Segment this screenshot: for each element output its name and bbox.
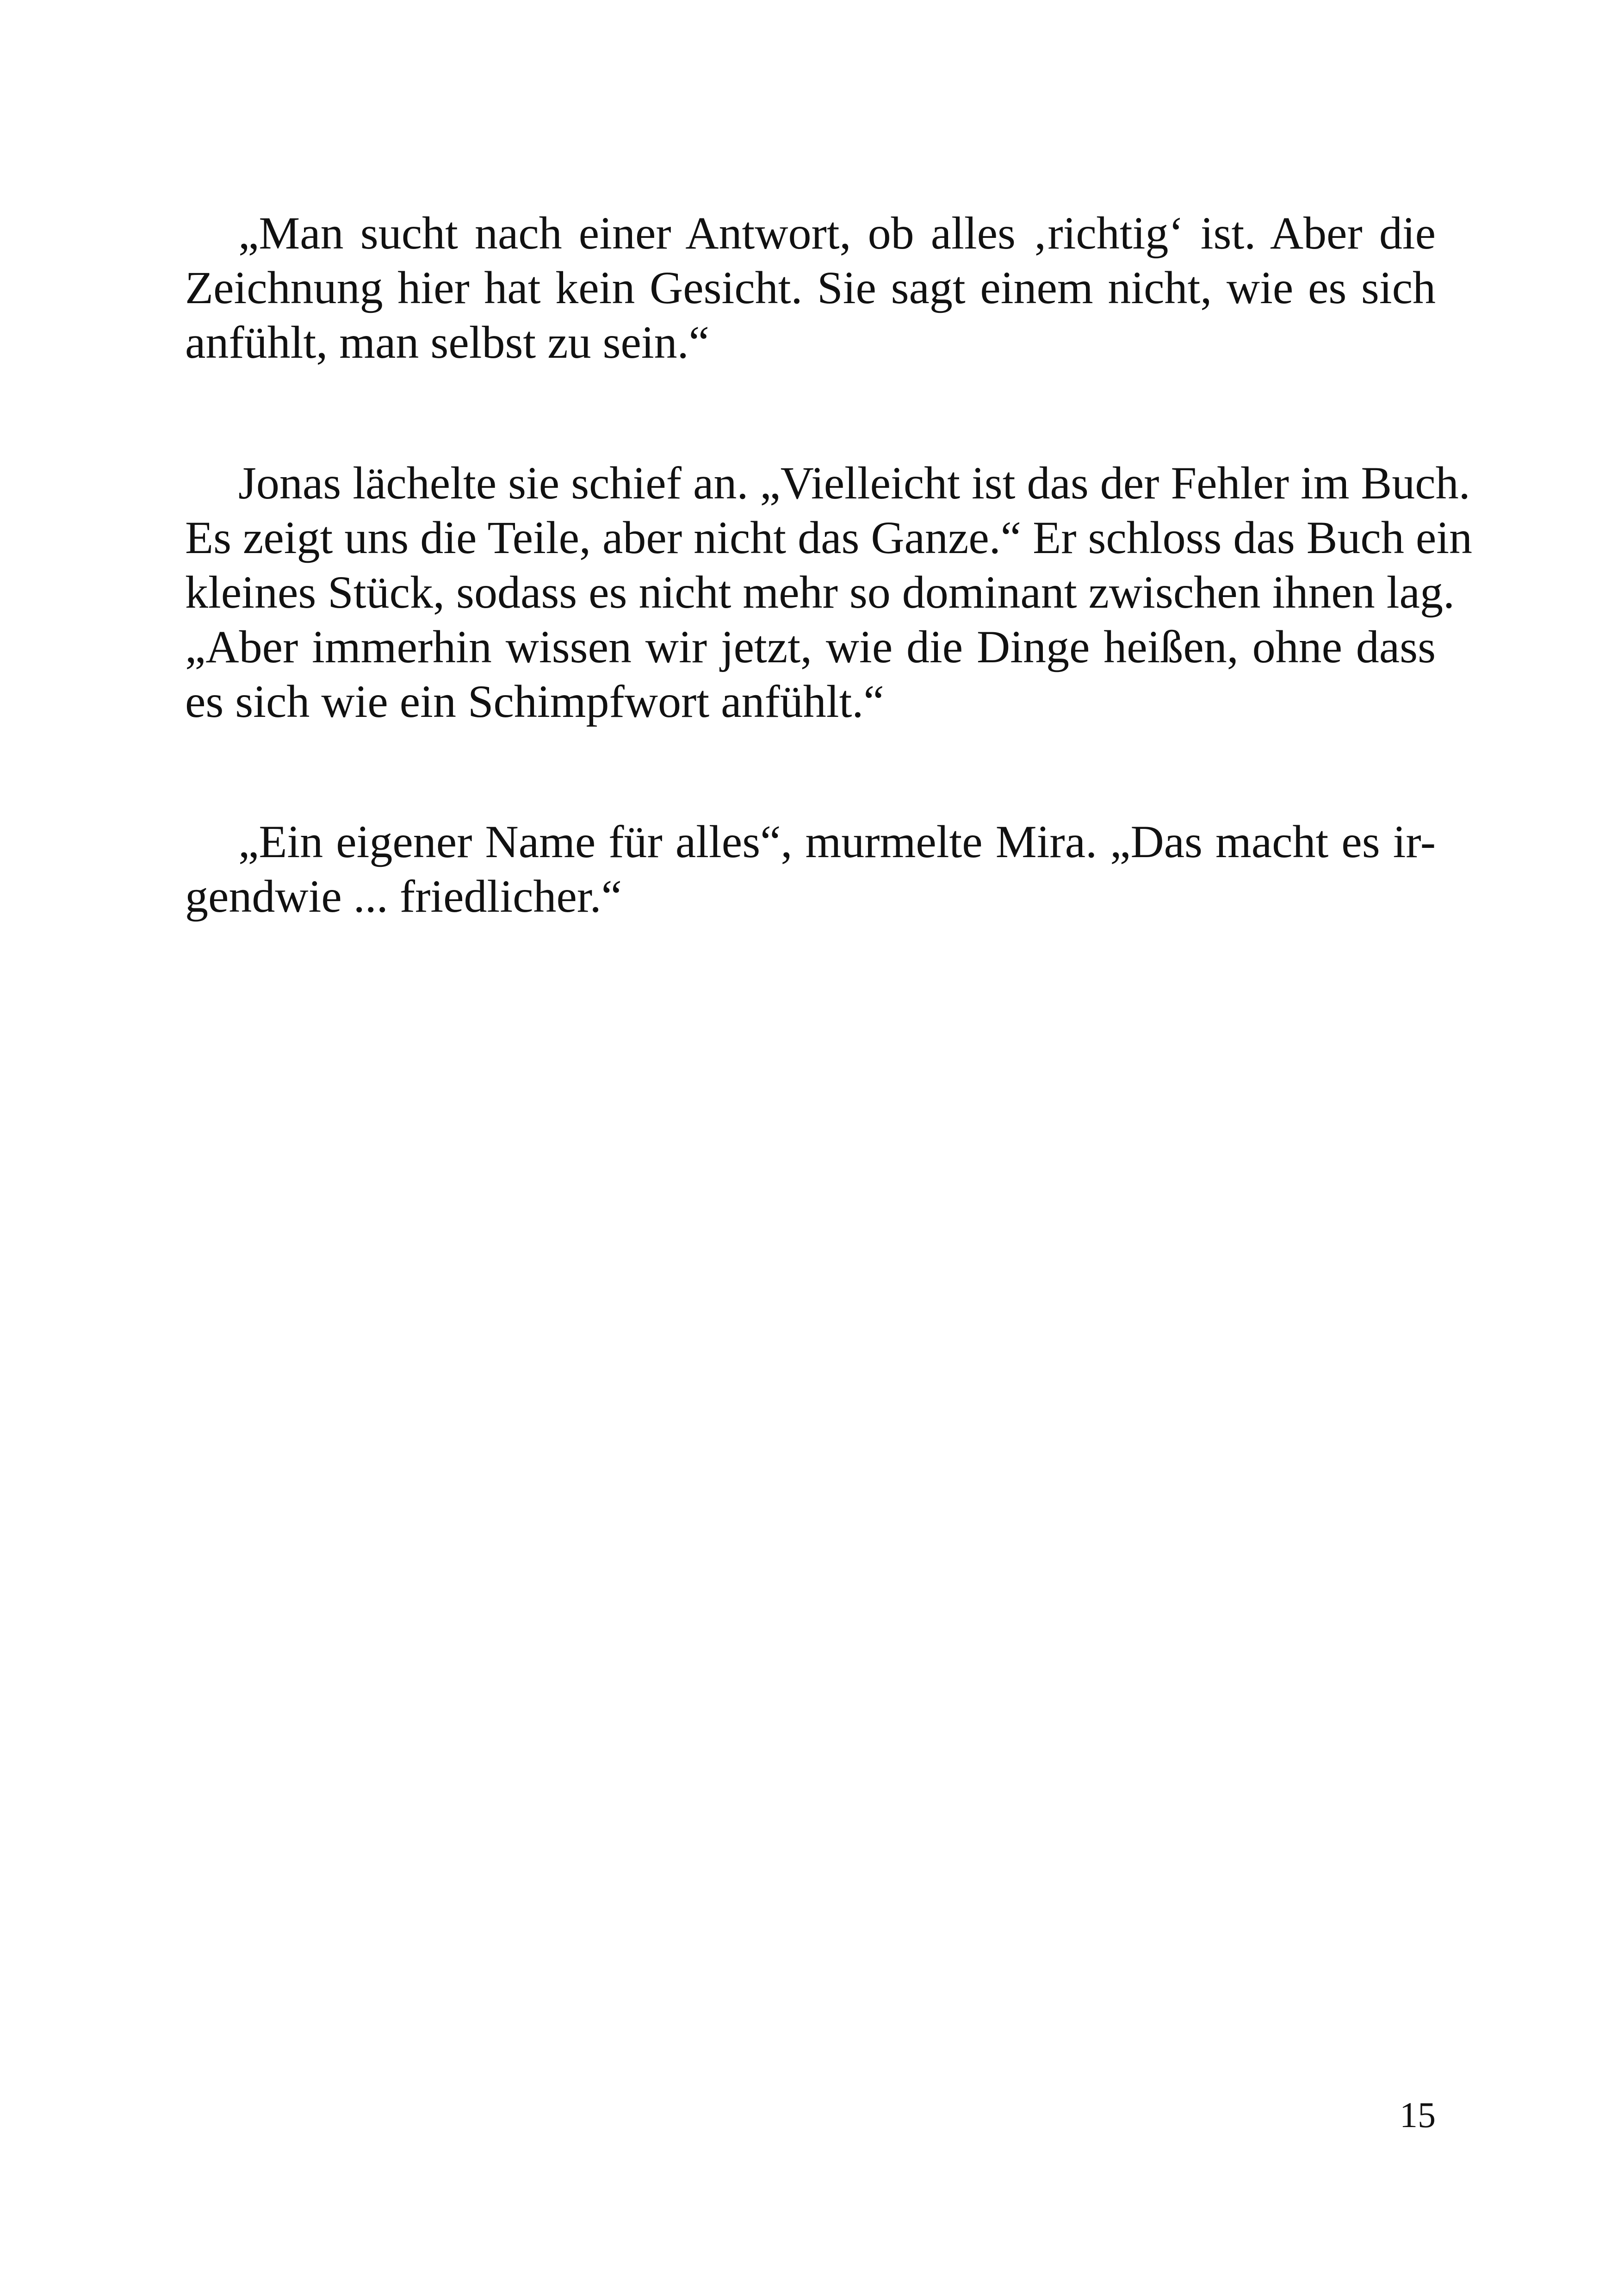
text-line: Zeichnung hier hat kein Gesicht. Sie sagt einem nicht, wie es sich [185,262,1436,313]
text-line: „Aber immerhin wissen wir jetzt, wie die Dinge heißen, ohne dass [185,621,1436,672]
text-line: Es zeigt uns die Teile, aber nicht das Ganze.“ Er schloss das Buch ein [185,512,1472,563]
text-line: kleines Stück, sodass es nicht mehr so dominant zwischen ihnen lag. [185,566,1455,618]
text-line: anfühlt, man selbst zu sein.“ [185,317,710,368]
text-line: Jonas lächelte sie schief an. „Vielleicht ist das der Fehler im Buch. [238,457,1470,509]
paragraph [185,815,1436,924]
paragraph [185,456,1472,729]
text-line: „Ein eigener Name für alles“, murmelte Mira. „Das macht es ir- [238,816,1436,867]
page-number: 15 [1400,2095,1436,2135]
text-line: „Man sucht nach einer Antwort, ob alles ‚richtig‘ ist. Aber die [238,207,1436,259]
text-line: es sich wie ein Schimpfwort anfühlt.“ [185,676,884,727]
paragraph [185,206,1436,370]
text-line: gendwie ... friedlicher.“ [185,871,622,922]
